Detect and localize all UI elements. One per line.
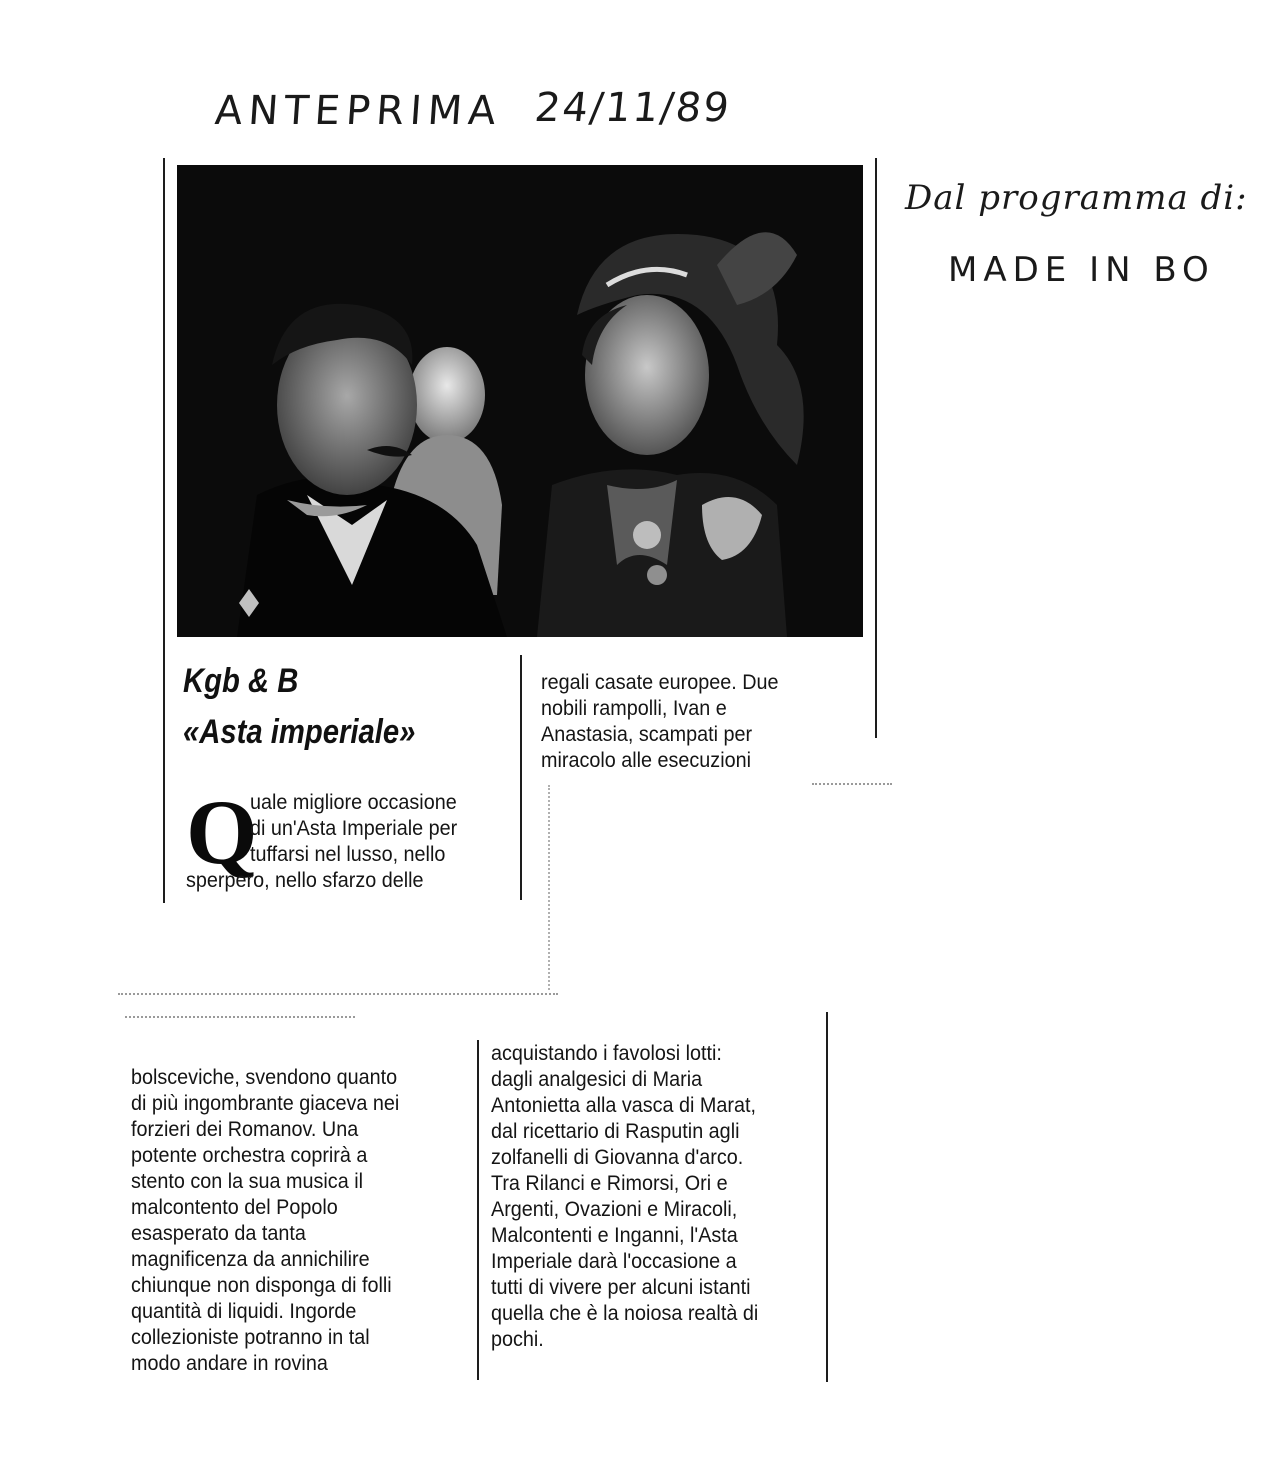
text-line: esasperato da tanta: [131, 1221, 306, 1245]
text-line: Tra Rilanci e Rimorsi, Ori e: [491, 1171, 728, 1195]
text-line: modo andare in rovina: [131, 1351, 328, 1375]
cut-mark: [812, 783, 892, 785]
text-line: tutti di vivere per alcuni istanti: [491, 1275, 751, 1299]
article-column-1: [250, 789, 457, 867]
column-rule-lower-right: [826, 1012, 828, 1382]
column-rule-lower-middle: [477, 1040, 479, 1380]
text-line: di più ingombrante giaceva nei: [131, 1091, 400, 1115]
text-line: chiunque non disponga di folli: [131, 1273, 392, 1297]
text-line: tuffarsi nel lusso, nello: [250, 842, 446, 866]
text-line: malcontento del Popolo: [131, 1195, 338, 1219]
handwritten-note-line2: MADE IN BO: [948, 250, 1215, 290]
column-rule-right: [875, 158, 877, 738]
text-line: Imperiale darà l'occasione a: [491, 1249, 737, 1273]
cut-mark: [548, 785, 550, 990]
text-line: Argenti, Ovazioni e Miracoli,: [491, 1197, 738, 1221]
text-line: di un'Asta Imperiale per: [250, 816, 458, 840]
text-line: regali casate europee. Due: [541, 670, 779, 694]
cut-mark: [125, 1016, 355, 1018]
text-line: Antonietta alla vasca di Marat,: [491, 1093, 756, 1117]
text-line: bolsceviche, svendono quanto: [131, 1065, 398, 1089]
cut-mark: [118, 993, 558, 995]
text-line: zolfanelli di Giovanna d'arco.: [491, 1145, 744, 1169]
handwritten-source-label: ANTEPRIMA: [213, 88, 504, 134]
text-line: Anastasia, scampati per: [541, 722, 753, 746]
text-line: magnificenza da annichilire: [131, 1247, 370, 1271]
article-column-3: [131, 1064, 399, 1376]
text-line: nobili rampolli, Ivan e: [541, 696, 727, 720]
text-line: uale migliore occasione: [250, 790, 457, 814]
text-line: forzieri dei Romanov. Una: [131, 1117, 359, 1141]
headline-line2: «Asta imperiale»: [183, 713, 416, 751]
text-line: potente orchestra coprirà a: [131, 1143, 368, 1167]
text-line: sperpero, nello sfarzo delle: [186, 868, 424, 892]
article-column-4: [491, 1040, 758, 1352]
text-line: stento con la sua musica il: [131, 1169, 363, 1193]
text-line: miracolo alle esecuzioni: [541, 748, 751, 772]
text-line: dagli analgesici di Maria: [491, 1067, 703, 1091]
text-line: quantità di liquidi. Ingorde: [131, 1299, 357, 1323]
photo-illustration: [177, 165, 863, 637]
dropcap: Q: [186, 781, 258, 883]
text-line: quella che è la noiosa realtà di: [491, 1301, 759, 1325]
article-photo: [177, 165, 863, 637]
article-column-2: [541, 669, 779, 773]
text-line: Malcontenti e Inganni, l'Asta: [491, 1223, 738, 1247]
handwritten-note-line1: Dal programma di:: [905, 178, 1248, 218]
text-line: pochi.: [491, 1327, 544, 1351]
column-rule-left: [163, 158, 165, 903]
handwritten-date: 24/11/89: [532, 85, 734, 131]
column-rule-middle: [520, 655, 522, 900]
article-column-1-last: [186, 867, 424, 893]
text-line: acquistando i favolosi lotti:: [491, 1041, 722, 1065]
text-line: collezioniste potranno in tal: [131, 1325, 370, 1349]
text-line: dal ricettario di Rasputin agli: [491, 1119, 740, 1143]
headline-line1: Kgb & B: [183, 662, 299, 700]
